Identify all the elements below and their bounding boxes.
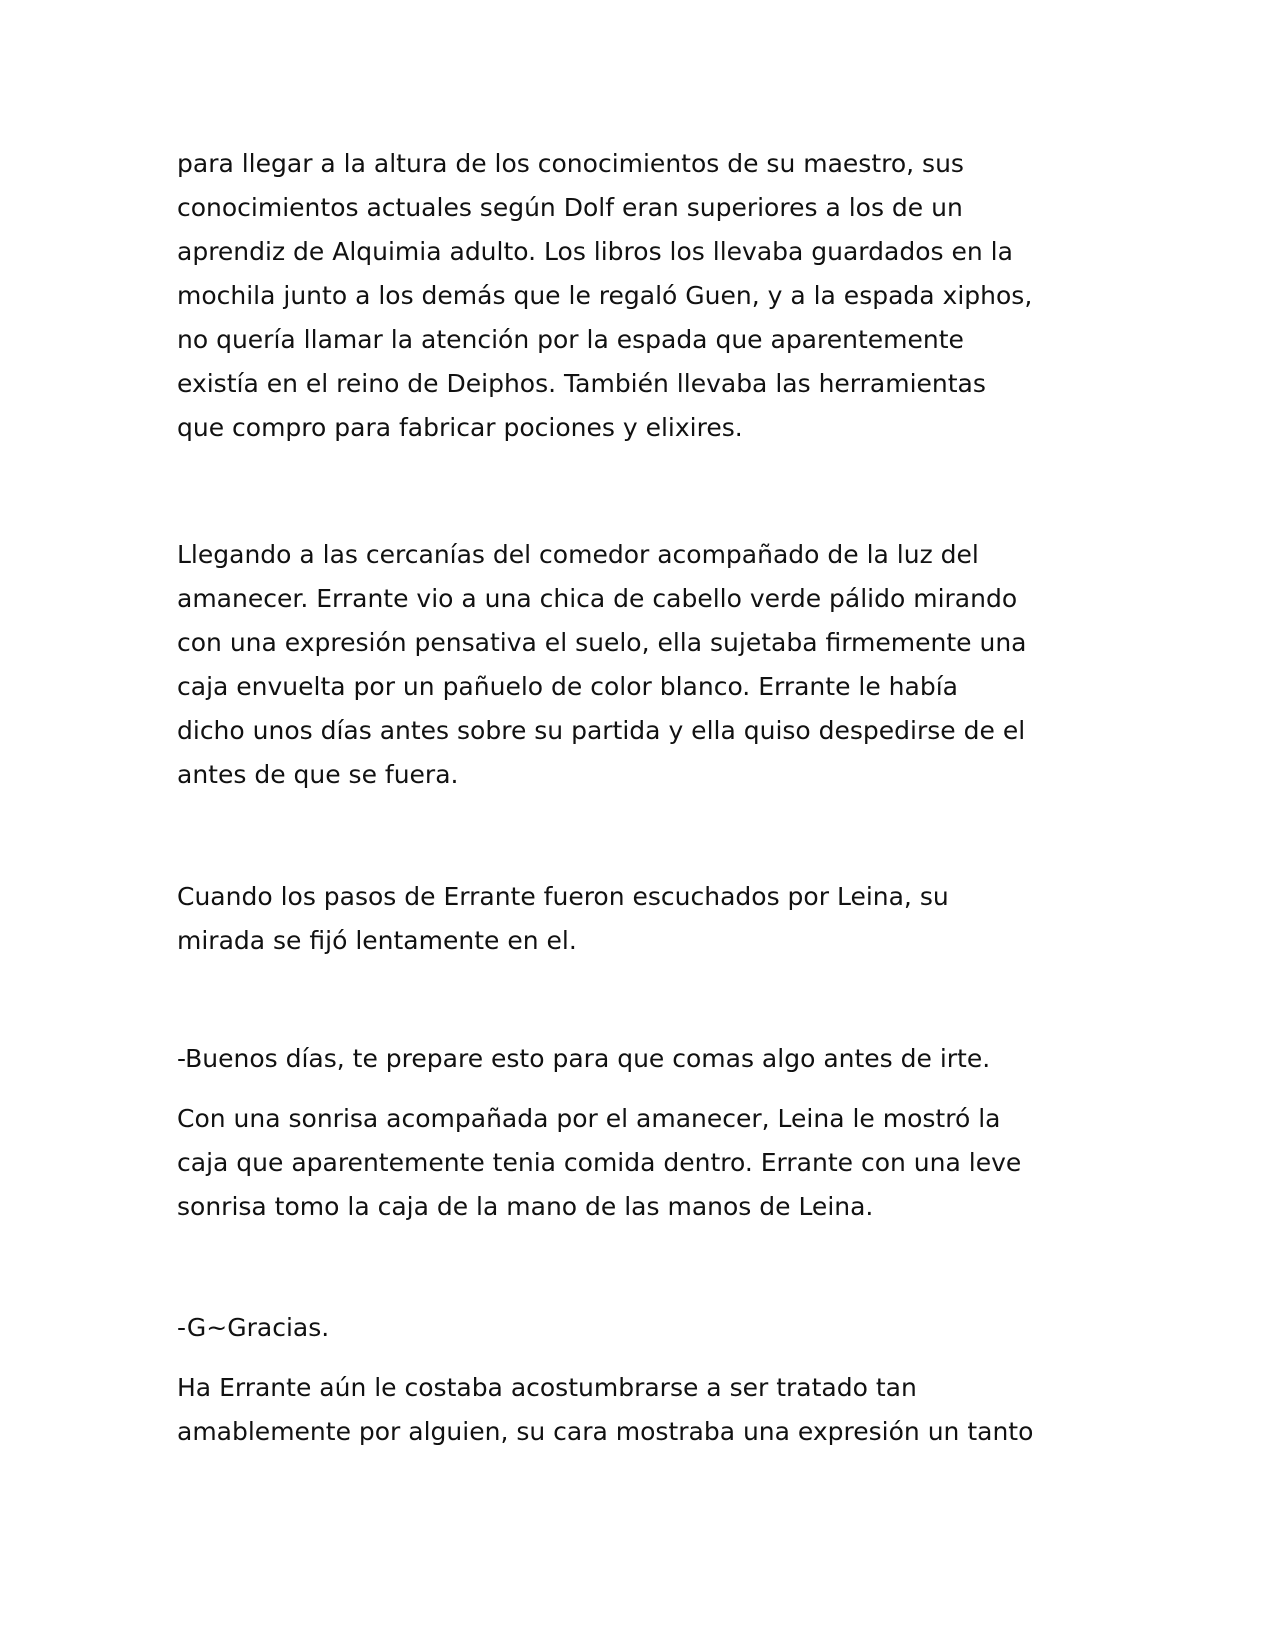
paragraph-3: [177, 875, 1107, 963]
text-line: caja envuelta por un pañuelo de color blanco. Errante le había: [177, 672, 958, 701]
paragraph-5: [177, 1366, 1107, 1454]
text-line: antes de que se fuera.: [177, 760, 459, 789]
dialogue-line-2: [177, 1306, 1107, 1350]
text-line: Ha Errante aún le costaba acostumbrarse a ser tratado tan: [177, 1373, 917, 1402]
text-line: que compro para fabricar pociones y elixires.: [177, 413, 743, 442]
text-line: mirada se fijó lentamente en el.: [177, 926, 577, 955]
text-line: Llegando a las cercanías del comedor acompañado de la luz del: [177, 540, 979, 569]
text-line: sonrisa tomo la caja de la mano de las manos de Leina.: [177, 1192, 874, 1221]
text-line: -G~Gracias.: [177, 1313, 330, 1342]
dialogue-line-1: [177, 1037, 1107, 1081]
text-line: dicho unos días antes sobre su partida y ella quiso despedirse de el: [177, 716, 1026, 745]
text-line: existía en el reino de Deiphos. También llevaba las herramientas: [177, 369, 986, 398]
paragraph-1: [177, 142, 1107, 450]
text-line: no quería llamar la atención por la espada que aparentemente: [177, 325, 964, 354]
text-line: con una expresión pensativa el suelo, ella sujetaba firmemente una: [177, 628, 1027, 657]
paragraph-4: [177, 1097, 1107, 1229]
text-line: caja que aparentemente tenia comida dentro. Errante con una leve: [177, 1148, 1022, 1177]
text-line: aprendiz de Alquimia adulto. Los libros los llevaba guardados en la: [177, 237, 1013, 266]
text-line: amablemente por alguien, su cara mostraba una expresión un tanto: [177, 1417, 1034, 1446]
text-line: mochila junto a los demás que le regaló Guen, y a la espada xiphos,: [177, 281, 1033, 310]
text-line: Con una sonrisa acompañada por el amanecer, Leina le mostró la: [177, 1104, 1001, 1133]
text-line: Cuando los pasos de Errante fueron escuchados por Leina, su: [177, 882, 949, 911]
text-line: para llegar a la altura de los conocimientos de su maestro, sus: [177, 149, 964, 178]
paragraph-2: [177, 533, 1107, 797]
text-line: -Buenos días, te prepare esto para que comas algo antes de irte.: [177, 1044, 991, 1073]
text-line: conocimientos actuales según Dolf eran superiores a los de un: [177, 193, 963, 222]
text-line: amanecer. Errante vio a una chica de cabello verde pálido mirando: [177, 584, 1018, 613]
